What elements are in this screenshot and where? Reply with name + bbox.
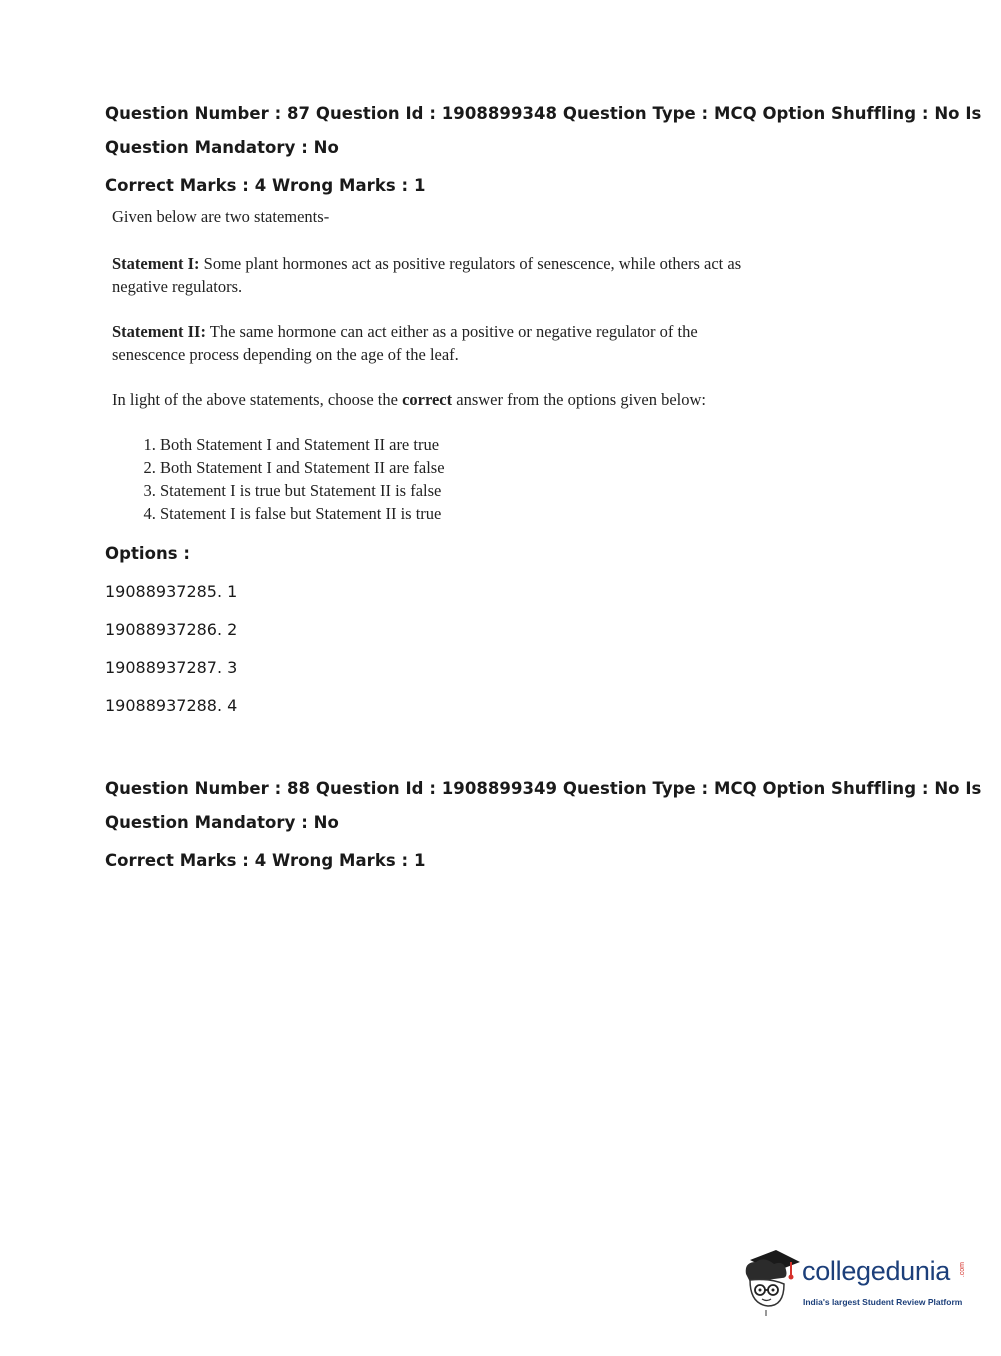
options-label: Options :: [105, 544, 191, 563]
choice-item: 4. Statement I is false but Statement II is true: [160, 502, 752, 525]
q87-header-line2: Question Mandatory : No: [105, 138, 339, 157]
option-item: 19088937288. 4: [105, 696, 238, 715]
statement-1: [112, 252, 752, 298]
statement-2-line2: senescence process depending on the age of the leaf.: [112, 345, 459, 364]
q88-header-line2: Question Mandatory : No: [105, 813, 339, 832]
question-intro: Given below are two statements-: [112, 207, 330, 226]
choice-item: 3. Statement I is true but Statement II is false: [160, 479, 752, 502]
collegedunia-logo: [740, 1248, 970, 1318]
option-item: 19088937286. 2: [105, 620, 238, 639]
instruction-pre: In light of the above statements, choose the: [112, 390, 398, 409]
choice-item: 2. Both Statement I and Statement II are false: [160, 456, 752, 479]
statement-2-label: Statement II:: [112, 322, 206, 341]
logo-tagline: India's largest Student Review Platform: [803, 1297, 963, 1307]
q87-question-body: [112, 205, 752, 525]
statement-1-line2: negative regulators.: [112, 277, 243, 296]
q88-header-line1: Question Number : 88 Question Id : 1908899349 Question Type : MCQ Option Shuffling : No Is: [105, 779, 982, 798]
statement-2-line1: The same hormone can act either as a positive or negative regulator of the: [209, 322, 698, 341]
instruction: [112, 388, 752, 411]
choice-list: [112, 433, 752, 525]
q88-marks: Correct Marks : 4 Wrong Marks : 1: [105, 851, 426, 870]
mascot-icon: [740, 1248, 806, 1318]
statement-1-line1: Some plant hormones act as positive regulators of senescence, while others act as: [203, 254, 742, 273]
statement-1-label: Statement I:: [112, 254, 200, 273]
q87-marks: Correct Marks : 4 Wrong Marks : 1: [105, 176, 426, 195]
option-item: 19088937287. 3: [105, 658, 238, 677]
option-item: 19088937285. 1: [105, 582, 238, 601]
q87-header-line1: Question Number : 87 Question Id : 1908899348 Question Type : MCQ Option Shuffling : No Is: [105, 104, 982, 123]
logo-wordmark: collegedunia: [802, 1256, 951, 1286]
instruction-bold: correct: [402, 390, 453, 409]
instruction-post: answer from the options given below:: [456, 390, 707, 409]
statement-2: [112, 320, 752, 366]
choice-item: 1. Both Statement I and Statement II are true: [160, 433, 752, 456]
logo-suffix: .com: [959, 1262, 966, 1278]
